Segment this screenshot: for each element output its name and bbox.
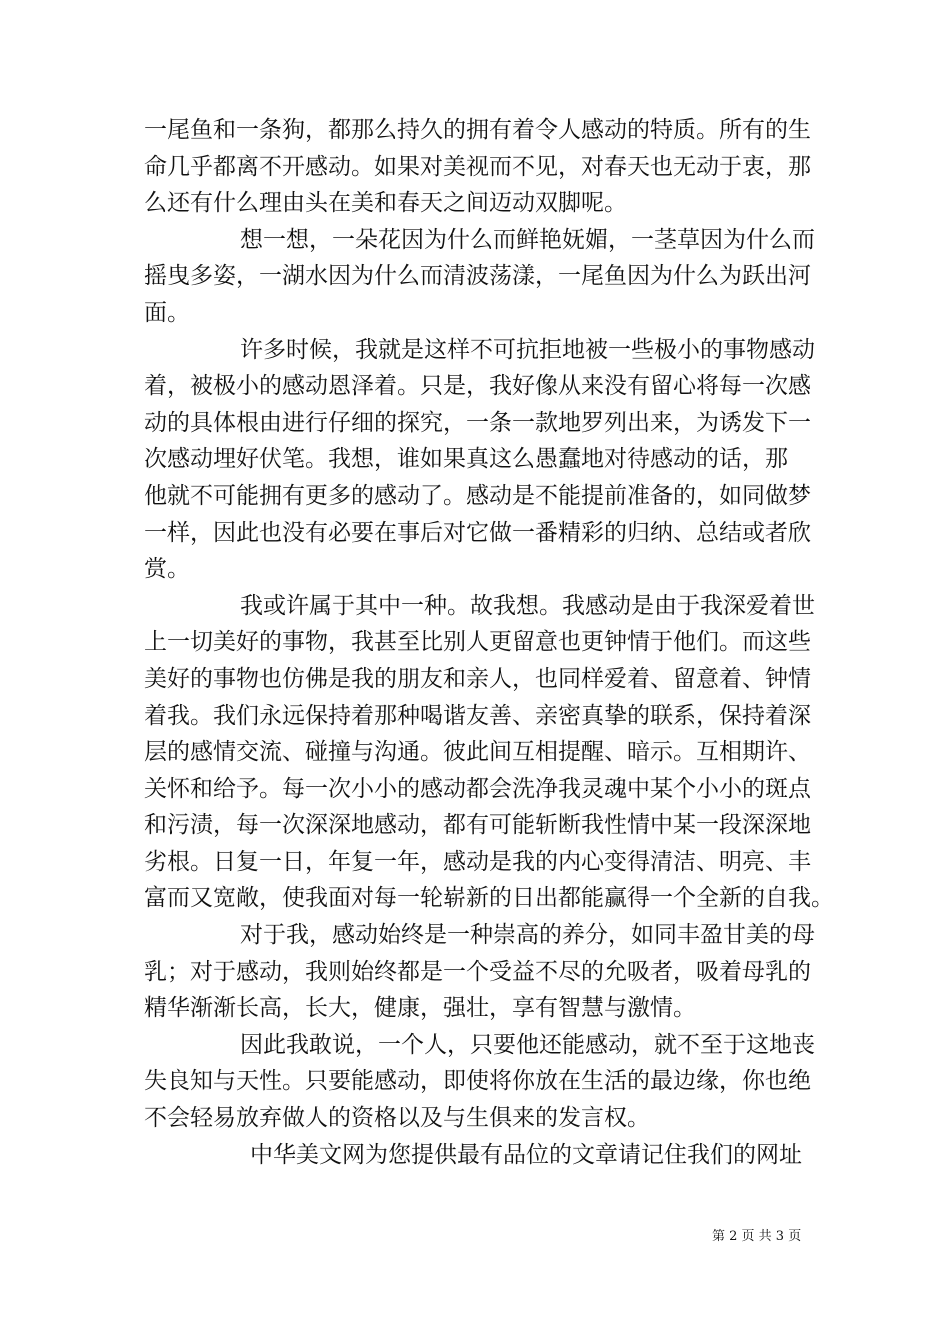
document-body <box>144 112 834 1173</box>
text-line: 不会轻易放弃做人的资格以及与生俱来的发言权。 <box>144 1105 650 1132</box>
footer-note: 中华美文网为您提供最有品位的文章请记住我们的网址 <box>250 1141 802 1168</box>
text-line: 关怀和给予。每一次小小的感动都会洗净我灵魂中某个小小的斑点 <box>144 775 811 802</box>
paragraph-first-line: 想一想，一朵花因为什么而鲜艳妩媚，一茎草因为什么而 <box>240 226 815 253</box>
text-line: 失良知与天性。只要能感动，即使将你放在生活的最边缘，你也绝 <box>144 1068 811 1095</box>
text-line: 一样，因此也没有必要在事后对它做一番精彩的归纳、总结或者欣 <box>144 519 811 546</box>
text-line: 劣根。日复一日，年复一年，感动是我的内心变得清洁、明亮、丰 <box>144 848 811 875</box>
text-line: 面。 <box>144 299 190 326</box>
text-line: 命几乎都离不开感动。如果对美视而不见，对春天也无动于衷，那 <box>144 153 811 180</box>
text-line: 他就不可能拥有更多的感动了。感动是不能提前准备的，如同做梦 <box>144 482 811 509</box>
text-line: 层的感情交流、碰撞与沟通。彼此间互相提醒、暗示。互相期许、 <box>144 739 811 766</box>
text-line: 次感动埋好伏笔。我想，谁如果真这么愚蠢地对待感动的话，那 <box>144 446 788 473</box>
text-line: 上一切美好的事物，我甚至比别人更留意也更钟情于他们。而这些 <box>144 629 811 656</box>
text-line: 乳；对于感动，我则始终都是一个受益不尽的允吸者，吸着母乳的 <box>144 958 811 985</box>
paragraph-first-line: 对于我，感动始终是一种崇高的养分，如同丰盈甘美的母 <box>240 922 815 949</box>
text-line: 动的具体根由进行仔细的探究，一条一款地罗列出来，为诱发下一 <box>144 409 811 436</box>
text-line: 精华渐渐长高，长大，健康，强壮，享有智慧与激情。 <box>144 995 696 1022</box>
text-line: 富而又宽敞，使我面对每一轮崭新的日出都能赢得一个全新的自我。 <box>144 885 834 912</box>
text-line: 摇曳多姿，一湖水因为什么而清波荡漾，一尾鱼因为什么为跃出河 <box>144 263 811 290</box>
text-line: 着，被极小的感动恩泽着。只是，我好像从来没有留心将每一次感 <box>144 373 811 400</box>
text-line: 一尾鱼和一条狗，都那么持久的拥有着令人感动的特质。所有的生 <box>144 117 811 143</box>
paragraph-first-line: 许多时候，我就是这样不可抗拒地被一些极小的事物感动 <box>240 336 815 363</box>
text-line: 么还有什么理由头在美和春天之间迈动双脚呢。 <box>144 190 627 217</box>
text-line: 赏。 <box>144 556 190 583</box>
text-line: 美好的事物也仿佛是我的朋友和亲人，也同样爱着、留意着、钟情 <box>144 665 811 692</box>
text-line: 和污渍，每一次深深地感动，都有可能斩断我性情中某一段深深地 <box>144 812 811 839</box>
page-number: 第 2 页 共 3 页 <box>712 1229 802 1244</box>
paragraph-first-line: 因此我敢说，一个人，只要他还能感动，就不至于这地丧 <box>240 1031 815 1058</box>
paragraph-first-line: 我或许属于其中一种。故我想。我感动是由于我深爱着世 <box>240 592 815 619</box>
text-line: 着我。我们永远保持着那种喝谐友善、亲密真挚的联系，保持着深 <box>144 702 811 729</box>
